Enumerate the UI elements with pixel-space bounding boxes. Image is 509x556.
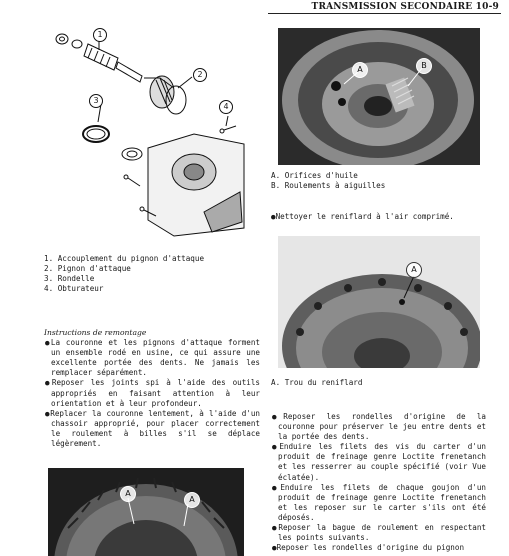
parts-list-item: 3. Rondelle bbox=[44, 274, 95, 284]
housing-callout-a: A bbox=[352, 62, 368, 78]
bullet-paragraph: ●Reposer les rondelles d'origine du pignon bbox=[272, 543, 465, 553]
housing-callout-b: B bbox=[416, 58, 432, 74]
breather-photo bbox=[278, 236, 480, 368]
header-rule bbox=[268, 13, 501, 14]
bullet-paragraph: ●Enduire les filets des vis du carter d'un produit de freinage genre Loctite frenetanch et les resserrer au couple spécifié (voir Vue éclatée). bbox=[272, 442, 486, 482]
caption-line: A. Orifices d'huile bbox=[271, 171, 358, 180]
breather-caption: A. Trou du reniflard bbox=[271, 378, 363, 387]
parts-list-item: 4. Obturateur bbox=[44, 284, 104, 294]
breather-drawing bbox=[278, 236, 480, 368]
parts-list-item: 1. Accouplement du pignon d'attaque bbox=[44, 254, 205, 263]
parts-list bbox=[44, 254, 260, 294]
diagram-callout-2: 2 bbox=[193, 68, 207, 82]
diagram-callout-3: 3 bbox=[89, 94, 103, 108]
caption-line: B. Roulements à aiguilles bbox=[271, 181, 386, 191]
ring-gear-callout-a: A bbox=[120, 486, 136, 502]
housing-drawing bbox=[278, 28, 480, 165]
page-header: TRANSMISSION SECONDAIRE 10-9 bbox=[311, 2, 499, 12]
instructions-title: Instructions de remontage bbox=[44, 328, 147, 337]
housing-captions bbox=[271, 171, 486, 191]
instruction-paragraph: ●Reposer les joints spi à l'aide des outils appropriés en faisant attention à leur orientation et à leur profondeur. bbox=[45, 378, 260, 408]
diagram-callout-1: 1 bbox=[93, 28, 107, 42]
bullet-paragraph: ●Reposer la bague de roulement en respectant les points suivants. bbox=[272, 523, 486, 543]
bullet-paragraph: ●Enduire les filets de chaque goujon d'un produit de freinage genre Loctite frenetanch et les reposer sur le carter s'ils ont été déposés. bbox=[272, 482, 486, 522]
ring-gear-callout-a-2: A bbox=[184, 492, 200, 508]
diagram-callout-4: 4 bbox=[219, 100, 233, 114]
housing-photo bbox=[278, 28, 480, 165]
instruction-paragraph: ●La couronne et les pignons d'attaque forment un ensemble rodé en usine, ce qui assure une excellente portée des dents. Ne jamais les remplacer séparément. bbox=[45, 338, 260, 378]
ring-gear-drawing bbox=[48, 468, 244, 556]
bullet-paragraph: ●Reposer les rondelles d'origine de la couronne pour préserver le jeu entre dents et la portée des dents. bbox=[272, 412, 486, 442]
instructions-section bbox=[44, 328, 260, 449]
exploded-diagram-drawing bbox=[44, 22, 250, 240]
right-bullets bbox=[271, 412, 486, 553]
ring-gear-photo bbox=[48, 468, 244, 556]
reniflard-note: ●Nettoyer le reniflard à l'air comprimé. bbox=[271, 212, 454, 221]
breather-callout-a: A bbox=[406, 262, 422, 278]
instruction-paragraph: ●Replacer la couronne lentement, à l'aide d'un chassoir approprié, pour placer correctement le roulement à billes s'il se déplace légèrement. bbox=[45, 408, 260, 449]
exploded-diagram bbox=[44, 22, 250, 240]
parts-list-item: 2. Pignon d'attaque bbox=[44, 264, 131, 274]
